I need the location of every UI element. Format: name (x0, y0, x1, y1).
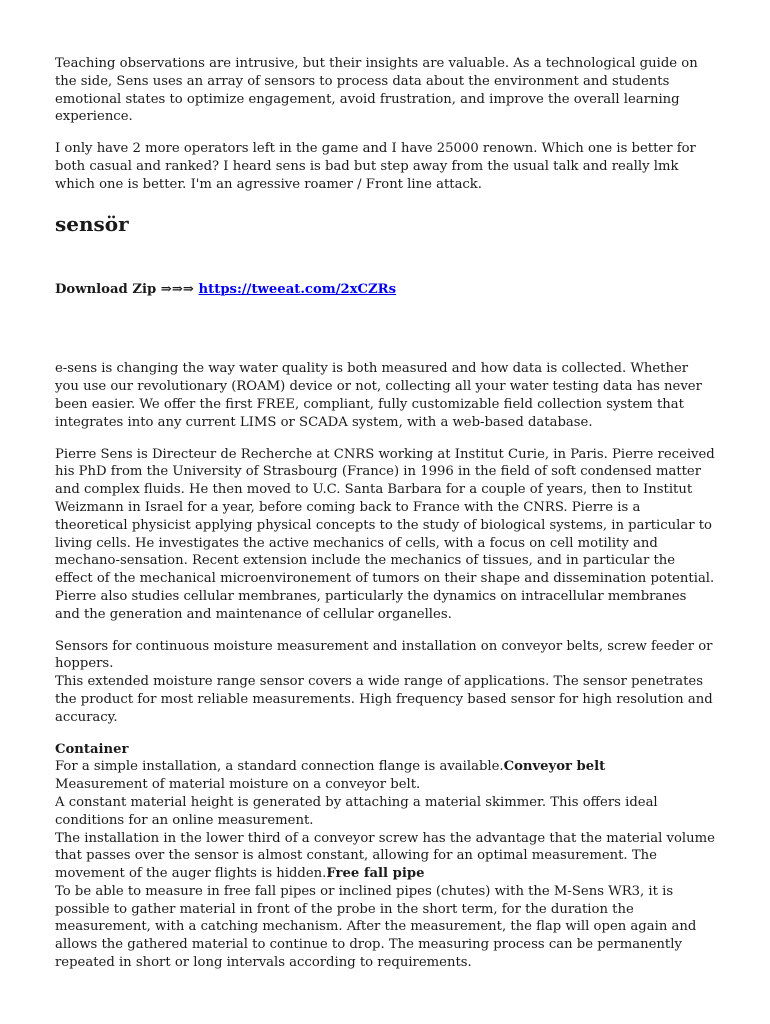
free-fall-heading: Free fall pipe (326, 866, 425, 882)
download-label: Download Zip (55, 281, 157, 297)
free-fall-text: To be able to measure in free fall pipes or inclined pipes (chutes) with the M-Sens WR3, it is possible to gather material in front of the probe in the short term, for the duration the measurement, with a catching mechanism. After the measurement, the flap will open again and allows the gathered material to continue to drop. The measuring process can be permanently repeated in short or long intervals according to requirements. (55, 883, 697, 971)
question-paragraph: I only have 2 more operators left in the game and I have 25000 renown. Which one is better for both casual and ranked? I heard sens is bad but step away from the usual talk and really lmk which one is better. I'm an agressive roamer / Front line attack. (55, 141, 696, 192)
flange-text: For a simple installation, a standard connection flange is available. (55, 759, 504, 775)
sensors-intro-line: Sensors for continuous moisture measurement and installation on conveyor belts, screw feeder or hoppers. (55, 638, 713, 672)
container-section (55, 741, 715, 972)
document-page (55, 55, 715, 972)
download-link[interactable]: https://tweeat.com/2xCZRs (198, 281, 397, 297)
screw-description: The installation in the lower third of a conveyor screw has the advantage that the material volume that passes over the sensor is almost constant, allowing for an optimal measurement. The movement of the auger flights is hidden. (55, 830, 715, 882)
spacer (55, 298, 715, 360)
conveyor-text-2: A constant material height is generated by attaching a material skimmer. This offers ideal conditions for an online measurement. (55, 794, 658, 828)
esens-paragraph: e-sens is changing the way water quality is both measured and how data is collected. Whether you use our revolutionary (ROAM) device or not, collecting all your water testing data has never been easier. We offer the first FREE, compliant, fully customizable field collection system that integrates into any current LIMS or SCADA system, with a web-based database. (55, 361, 702, 430)
conveyor-text-1: Measurement of material moisture on a conveyor belt. (55, 777, 421, 793)
conveyor-belt-heading: Conveyor belt (503, 759, 606, 775)
sensor-description: This extended moisture range sensor covers a wide range of applications. The sensor penetrates the product for most reliable measurements. High frequency based sensor for high resolution and accuracy. (55, 674, 713, 725)
screw-text (55, 830, 715, 883)
pierre-sens-paragraph: Pierre Sens is Directeur de Recherche at CNRS working at Institut Curie, in Paris. Pierre received his PhD from the University of Strasbourg (France) in 1996 in the field of soft condensed matter and complex fluids. He then moved to U.C. Santa Barbara for a couple of years, then to Institut Weizmann in Israel for a year, before coming back to France with the CNRS. Pierre is a theoretical physicist applying physical concepts to the study of biological systems, in particular to living cells. He investigates the active mechanics of cells, with a focus on cell motility and mechano-sensation. Recent extension include the mechanics of tissues, and in particular the effect of the mechanical microenvironement of tumors on their shape and dissemination potential. Pierre also studies cellular membranes, particularly the dynamics on intracellular membranes and the generation and maintenance of cellular organelles. (55, 446, 715, 622)
container-text (55, 758, 715, 776)
download-line (55, 281, 715, 299)
container-heading: Container (55, 741, 129, 757)
arrow-icons: ⇒⇒⇒ (160, 281, 194, 297)
intro-paragraph: Teaching observations are intrusive, but their insights are valuable. As a technological guide on the side, Sens uses an array of sensors to process data about the environment and students emotional states to optimize engagement, avoid frustration, and improve the overall learning experience. (55, 56, 698, 125)
page-title: sensör (55, 211, 129, 236)
